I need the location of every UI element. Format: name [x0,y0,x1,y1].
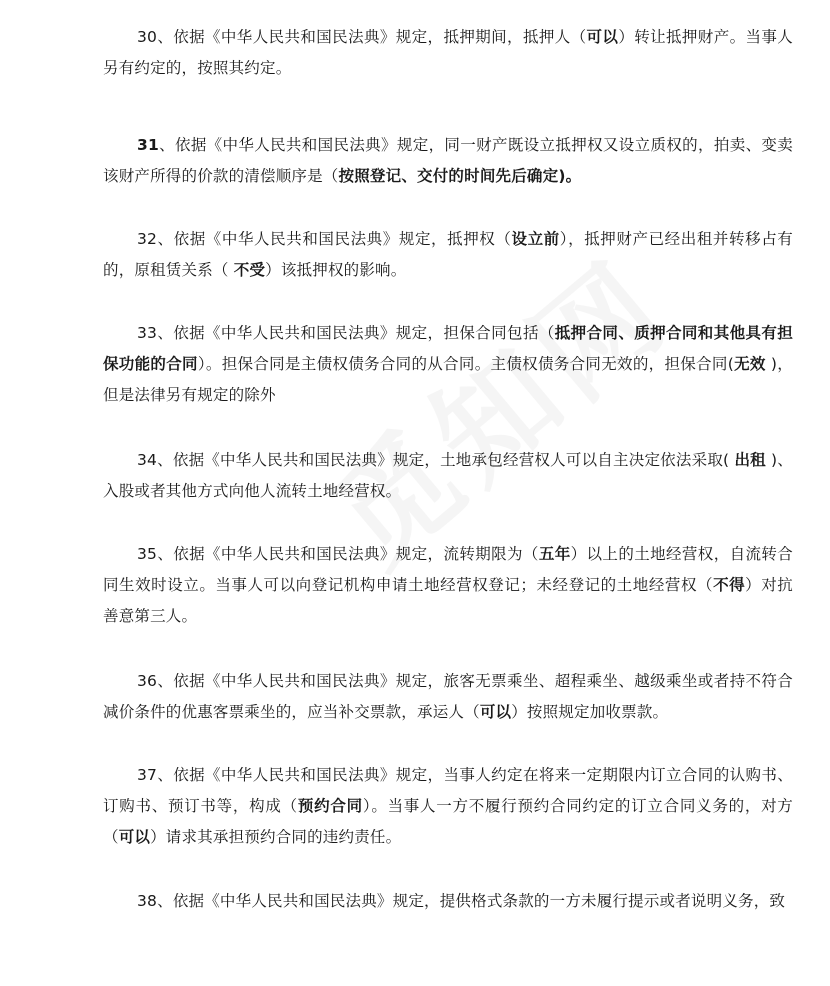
answer: 抵押合同、质押合同和其他具有担保功能的合同 [103,324,793,373]
answer: 设立前 [511,230,560,248]
answer: 可以 [586,28,619,46]
answer: 出租 [734,451,766,469]
question-30: 30、依据《中华人民共和国民法典》规定，抵押期间，抵押人（可以）转让抵押财产。当事人另有约定的，按照其约定。 [103,28,793,77]
question-37: 37、依据《中华人民共和国民法典》规定，当事人约定在将来一定期限内订立合同的认购书、订购书、预订书等，构成（预约合同）。当事人一方不履行预约合同约定的订立合同义务的，对方（可以）请求其承担预约合同的违约责任。 [103,766,794,846]
question-35: 35、依据《中华人民共和国民法典》规定，流转期限为（五年）以上的土地经营权，自流转合同生效时设立。当事人可以向登记机构申请土地经营权登记；未经登记的土地经营权（不得）对抗善意第三人。 [103,545,793,625]
question-31: 31、依据《中华人民共和国民法典》规定，同一财产既设立抵押权又设立质权的，拍卖、变卖该财产所得的价款的清偿顺序是（按照登记、交付的时间先后确定)。 [103,136,793,185]
answer: 无效 [733,355,766,373]
answer: 可以 [479,703,512,721]
question-36: 36、依据《中华人民共和国民法典》规定，旅客无票乘坐、超程乘坐、越级乘坐或者持不符合减价条件的优惠客票乘坐的，应当补交票款，承运人（可以）按照规定加收票款。 [103,672,793,721]
answer: 不受 [233,261,266,279]
answer: 可以 [118,828,151,846]
answer: 预约合同 [297,797,363,815]
answer: 不得 [713,576,746,594]
question-32: 32、依据《中华人民共和国民法典》规定，抵押权（设立前），抵押财产已经出租并转移占有的，原租赁关系（ 不受）该抵押权的影响。 [103,230,793,279]
question-number: 31 [137,136,159,154]
question-33: 33、依据《中华人民共和国民法典》规定，担保合同包括（抵押合同、质押合同和其他具有担保功能的合同）。担保合同是主债权债务合同的从合同。主债权债务合同无效的，担保合同(无效 )，但是法律另有规定的除外 [103,324,793,404]
question-38: 38、依据《中华人民共和国民法典》规定，提供格式条款的一方未履行提示或者说明义务，致 [137,892,786,910]
question-34: 34、依据《中华人民共和国民法典》规定，土地承包经营权人可以自主决定依法采取( 出租 )、入股或者其他方式向他人流转土地经营权。 [103,451,794,500]
answer: 按照登记、交付的时间先后确定)。 [338,167,582,185]
answer: 五年 [538,545,571,563]
